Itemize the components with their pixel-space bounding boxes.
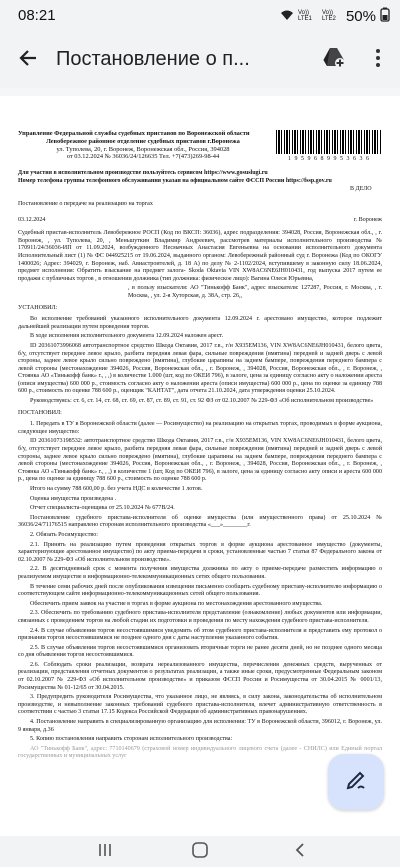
decision-paragraph: ID 20361073198532: автотранспортное средство Шкода Октавия, 2017 г.в., г/н Х935ЕМ136, VIN XW8AC6NE6JH010431, белого цвета, б/у, отсутствует переднее левое крыло, разбита передняя левая фара, сильные повреждения (вмятина) передней и задней дверь с левой стороны, заднее левое крыло сильно повреждено (вмятина), глубокие царапины на заднем бампере, повреждения переднего бампера с левой стороны (местонахождение 394026, Россия, Воронежская обл., , г. Воронеж, , 394028, Россия, Воронежская обл., , г. Воронеж, , Стоянка АО «Тинькофф банк» г., , ,) в количестве 1 (шт, Код по ОКЕИ 796), в залоге, цена за единицу согласно акту описи и ареста 600 000 р., цена по оценке за единицу 788 600 р., стоимость по оценке 788 600 р. bbox=[18, 438, 382, 483]
drive-add-icon bbox=[322, 47, 346, 74]
doc-city: г. Воронеж bbox=[353, 216, 382, 223]
decision-paragraph: 2.5. В случае объявления торгов несостоявшимися организовать вторичные торги не ранее десяти дней, но не позднее одного месяца со дня объявления торгов несостоявшимися. bbox=[18, 644, 382, 659]
decision-paragraph: 2.4. В случае объявления торгов несостоявшимися уведомить об этом судебного пристава-исполнителя и представить ему протокол о признании торгов несостоявшимися не позднее одного дня с даты наступления указанного события. bbox=[18, 627, 382, 642]
add-to-drive-button[interactable] bbox=[318, 44, 350, 76]
date-city-row bbox=[18, 217, 382, 225]
doc-date: 03.12.2024 bbox=[18, 216, 46, 223]
system-back-button[interactable] bbox=[285, 842, 315, 862]
intro-paragraph: Судебный пристав-исполнитель Левобережное РОСП (Код по ВКСП: 36036), адрес подразделения: 394028, Россия, Воронежская обл., , г. Воронеж, , ул. Туполева, 20, , Меньшуткин Владимир Андреевич, рассмотрев материалы исполнительного производства № 170911/24/36036-ИП от 11.09.2024, возбужденного Несмачных Анастасия Евгеньевна на основании исполнительного документа Исполнительный лист (1) № ФС 044925215 от 19.06.2024, выданного органом: Левобережный районный суд г. Воронежа (Код по ОКОГУ 1400026; Адрес: 394029, г. Воронеж, наб. Авиастроителей, д. 18 А) по делу № 2-1102/2024, вступившему в законную силу 18.06.2024, предмет исполнения: Обратить взыскание на предмет залога- Skoda Oktavia VIN XW8AC6NE6JH010431, год выпуска 2017 путем ее продажи с публичных торгов , в отношении должника (тип должника: физическое лицо): Вагина Олеся Юрьевна, bbox=[18, 230, 382, 282]
header-department: Левобережное районное отделение судебных приставов г.Воронежа bbox=[46, 137, 240, 145]
arrow-back-icon bbox=[17, 47, 39, 74]
decision-paragraph: 4. Постановление направить в специализированную организацию для исполнения: ТУ в Воронежской области, 396012, г. Воронеж, ул. 9 января, д.36 bbox=[18, 719, 382, 733]
status-indicators bbox=[280, 7, 390, 25]
barcode bbox=[276, 130, 382, 154]
decision-paragraph: 3. Предупредить руководителя Росимущества, что указанное лицо, не являясь, в силу закона, законодательства об исполнительном производстве, и невыполнение законных требований судебного пристава-исполнителя, влечет административную ответственность в соответствии с частью 3 статьи 17.15 Кодекса Российской Федерации об административных правонарушениях. bbox=[18, 694, 382, 716]
established-paragraph: В ходе исполнения исполнительного документа 12.09.2024 наложен арест. bbox=[30, 333, 224, 340]
established-paragraph: Во исполнение требований указанного исполнительного документа 12.09.2024 г. арестовано имущество, которое подлежит дальнейшей реализации путем проведения торгов. bbox=[18, 316, 382, 330]
edit-pen-icon bbox=[344, 768, 368, 797]
decision-paragraph: Отчет специалиста-оценщика от 25.10.2024 № 677В/24. bbox=[30, 505, 175, 512]
app-bar bbox=[0, 32, 400, 88]
status-time: 08:21 bbox=[18, 7, 56, 24]
decision-paragraph: АО "Тинькофф Банк", адрес: 7710140679 (страховой номер индивидуального лицевого счета (далее - СНИЛС) или Единый портал государственных и муниципальных услуг bbox=[18, 745, 382, 760]
home-icon bbox=[191, 841, 209, 864]
decision-paragraph: В течение семи рабочих дней после опубликования извещения письменно сообщить судебному приставу-исполнителю информацию о соответствующем сайте информационно-телекоммуникационных сетей общего пользования. bbox=[18, 583, 382, 598]
decision-paragraph: Оценка имущества произведена . bbox=[30, 495, 117, 502]
postanovil-heading: ПОСТАНОВИЛ: bbox=[18, 409, 62, 416]
document-header bbox=[18, 130, 268, 161]
decision-paragraph: 2.3. Обеспечить по требованию судебного пристава-исполнителя представление (ознакомление) любых документов или информации, связанных с проведением торгов на любой стадии их подготовки и проведения по месту нахождения судебного пристава-исполнителя. bbox=[18, 610, 382, 624]
document-body bbox=[18, 193, 382, 763]
lte1-label: Vo)) LTE1 bbox=[297, 10, 312, 22]
lte2-label: Vo)) LTE2 bbox=[321, 10, 336, 22]
established-paragraph: Руководствуясь: ст. 6, ст. 14, ст. 68, ст. 69, ст. 87, ст. 89, ст. 91, ст. 92 ФЗ от 02.10.2007 № 229-ФЗ «Об исполнительном производстве» bbox=[30, 398, 374, 405]
more-vert-icon bbox=[375, 48, 381, 73]
established-paragraph: ID 20361073996068 автотранспортное средство Шкода Октавия, 2017 г.в., г/н Х935ЕМ136, VIN XW8AC6NE6JH010431, белого цвета, б/у, отсутствует переднее левое крыло, разбита передняя левая фара, сильные повреждения (вмятина) передней и задней дверь с левой стороны, заднее левое крыло сильно повреждено (вмятина), глубокие царапины на заднем бампере, повреждения переднего бампера с левой стороны (местонахождение 394026, Россия, Воронежская обл., , г. Воронеж, , 394028, Россия, Воронежская обл., , г. Воронеж, , Стоянка АО «Тинькофф банк» г., , ,) в количестве 1.000 (шт, код по ОКЕИ 796), в залоге, цена за единицу согласно акту о наложении ареста (описи имущества) 600 000 р., стоимость согласно акту о наложении ареста (описи имущества) 600 000 р., цена по оценке за единицу 788 600 р., стоимость по оценке 788 600 р., оценщик "КАНТАТ", дата отчета 21.10.2024, дата утверждения оценки 25.10.2024. bbox=[18, 342, 382, 395]
header-agency: Управление Федеральной службы судебных приставов по Воронежской области bbox=[18, 130, 250, 137]
annotate-fab[interactable] bbox=[328, 754, 384, 810]
recent-apps-button[interactable] bbox=[90, 842, 120, 862]
more-options-button[interactable] bbox=[362, 44, 394, 76]
decision-paragraph: 2.2. В десятидневный срок с момента получения имущества должника по акту о приеме-передаче разместить информацию о реализуемом имуществе в информационно-телекоммуникационных сетях общего пользования. bbox=[18, 566, 382, 580]
ustanovil-heading: УСТАНОВИЛ: bbox=[18, 304, 58, 311]
chevron-left-icon bbox=[294, 842, 306, 863]
document-title: Постановление о п... bbox=[56, 48, 250, 70]
barcode-number: 1 9 5 9 6 8 9 9 5 3 6 3 6 bbox=[288, 156, 370, 162]
decision-paragraph: 2. Обязать Росимущество: bbox=[30, 531, 98, 538]
decision-paragraph: Итого на сумму 788 600,00 р. без учета НДС в количестве 1 лотов. bbox=[30, 486, 203, 492]
vdelo-mark: В ДЕЛО bbox=[350, 186, 372, 192]
decision-paragraph: 1. Передать в ТУ в Воронежской области (далее — Росимущество) на реализацию на открытых торгах, проводимых в форме аукциона, следующее имущество: bbox=[18, 421, 382, 435]
status-bar bbox=[0, 0, 400, 32]
battery-icon bbox=[380, 7, 390, 25]
back-button[interactable] bbox=[10, 42, 46, 78]
creditor-paragraph: , в пользу взыскателя: АО "Тинькофф Банк", адрес взыскателя: 127287, Россия, г. Москва, , г. Москва, , ул. 2-я Хуторская, д. 38А, стр. 26,, bbox=[128, 285, 382, 299]
fssp-note: Номер телефона группы телефонного обслуживания указан на официальном сайте ФССП России https://fssp.gov.ru bbox=[18, 178, 332, 184]
decision-paragraph: Постановление судебного пристава-исполнителя об оценке имущества (или имущественного права) от 25.10.2024 № 36036/24/71176515 направлено сторонам исполнительного производства «___»________г. bbox=[18, 514, 382, 529]
battery-percent: 50% bbox=[345, 7, 376, 25]
document-page[interactable] bbox=[0, 96, 400, 836]
decision-paragraph: 2.6. Соблюдать сроки реализации, возврата нереализованного имущества, перечисления денежных средств, вырученных от реализации, представления отчетных документов о результатах реализации, а также иные сроки, предусмотренные Федеральным законом от 02.10.2007 № 229-ФЗ «Об исполнительном производстве» и приказом ФССП России и Росимущества от 30.04.2015 № 0001/13, Росимущества № 01-12/65 от 30.04.2015. bbox=[18, 661, 382, 691]
decision-paragraph: Обеспечить прием заявок на участие в торгах в форме аукциона по местонахождения арестованного имущества. bbox=[30, 600, 323, 607]
decision-paragraph: 5. Копию постановления направить сторонам исполнительного производства: bbox=[30, 736, 233, 743]
header-number: от 03.12.2024 № 36036/24/126635 Тел. +7(473)269-98-44 bbox=[66, 153, 220, 161]
wifi-icon bbox=[280, 9, 294, 24]
recent-apps-icon bbox=[97, 842, 113, 863]
home-button[interactable] bbox=[185, 842, 215, 862]
doc-subject: Постановление о передаче на реализацию на торгах bbox=[18, 201, 153, 207]
system-nav-bar bbox=[0, 836, 400, 867]
gosuslugi-note: Для участия в исполнительном производстве пользуйтесь сервисом https://www.gosuslugi.ru bbox=[18, 170, 268, 176]
decision-paragraph: 2.1. Принять на реализацию путем проведения открытых торгов в форме аукциона арестованное имущество (документы, характеризующие арестованное имущество) по акту приема-передачи в сроки, установленные частью 7 статьи 87 Федерального закона от 02.10.2007 № 229-ФЗ «Об исполнительном производстве». bbox=[18, 541, 382, 563]
header-address: ул. Туполева, 20, г. Воронеж, Воронежская обл., Россия, 394028 bbox=[56, 145, 230, 153]
